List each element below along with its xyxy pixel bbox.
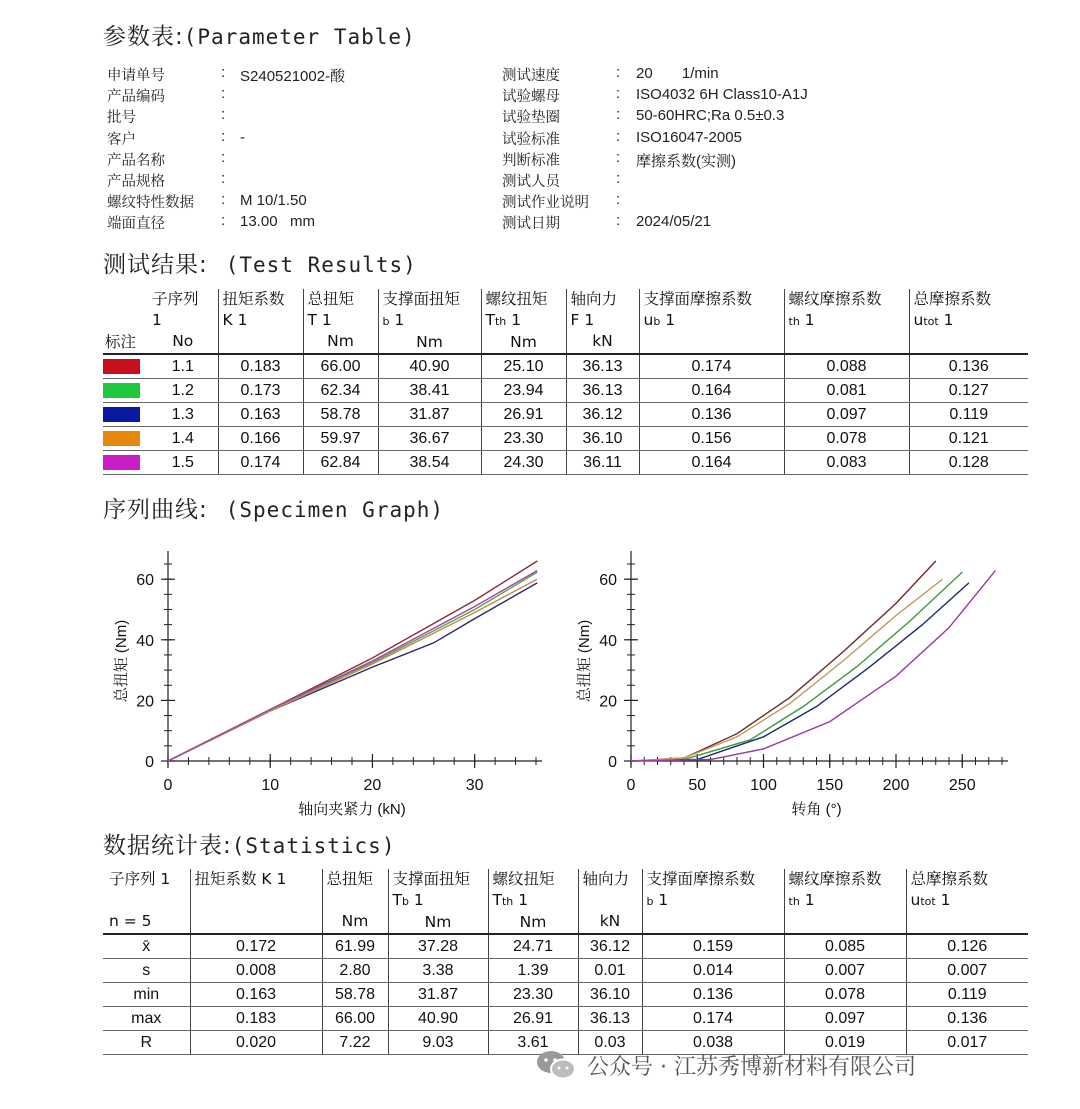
param-label: 螺纹特性数据 xyxy=(107,195,194,212)
results-cell: 58.78 xyxy=(303,403,378,427)
header-symbol: b 1 xyxy=(646,891,669,909)
results-column-header: 扭矩系数 K 1 xyxy=(218,289,303,354)
stats-column-header: 总扭矩 Nm xyxy=(322,869,388,934)
param-value: 摩擦系数(实测) xyxy=(636,152,736,170)
x-tick-label: 50 xyxy=(688,777,707,794)
param-colon: : xyxy=(221,85,226,103)
param-colon: : xyxy=(221,64,226,81)
stats-cell: 7.22 xyxy=(322,1031,388,1055)
results-cell: 23.94 xyxy=(481,379,566,403)
param-label: 端面直径 xyxy=(107,216,165,233)
param-label: 产品规格 xyxy=(107,174,165,190)
results-cell: 36.11 xyxy=(566,451,639,475)
x-tick-label: 100 xyxy=(750,777,777,794)
series-swatch-cell xyxy=(103,451,148,475)
wechat-icon xyxy=(535,1048,577,1082)
results-row xyxy=(103,379,1028,403)
param-colon: : xyxy=(221,191,226,209)
results-cell: 25.10 xyxy=(481,354,566,379)
param-colon: : xyxy=(616,170,621,187)
series-color-swatch xyxy=(103,455,140,470)
results-cell: 38.54 xyxy=(378,451,481,475)
param-value: 2024/05/21 xyxy=(636,213,712,231)
results-row xyxy=(103,354,1028,379)
x-tick-label: 250 xyxy=(948,777,976,794)
param-colon: : xyxy=(221,170,226,187)
param-colon: : xyxy=(221,106,226,124)
results-cell: 36.10 xyxy=(566,427,639,451)
results-cell: 0.127 xyxy=(909,379,1028,403)
results-table xyxy=(103,289,1028,475)
stats-cell: 61.99 xyxy=(322,934,388,959)
header-symbol: Tth 1 xyxy=(492,891,529,909)
header-symbol: ub 1 xyxy=(643,311,676,329)
series-line-1.4 xyxy=(631,579,942,761)
y-axis-label: 总扭矩 (Nm) xyxy=(576,619,593,703)
stats-cell: 40.90 xyxy=(388,1007,488,1031)
results-cell: 0.088 xyxy=(784,354,909,379)
param-value: S240521002-酸 xyxy=(240,68,346,85)
param-colon: : xyxy=(221,212,226,230)
param-label: 试验垫圈 xyxy=(502,110,560,127)
x-axis-label: 轴向夹紧力 (kN) xyxy=(298,801,406,818)
param-colon: : xyxy=(221,127,226,145)
stats-column-header: 扭矩系数 K 1 xyxy=(190,869,322,934)
series-swatch-cell xyxy=(103,403,148,427)
param-label: 判断标准 xyxy=(502,152,560,169)
stats-row xyxy=(103,934,1028,959)
stats-cell: 0.174 xyxy=(642,1007,784,1031)
stats-cell: 0.014 xyxy=(642,959,784,983)
stats-cell: 66.00 xyxy=(322,1007,388,1031)
param-label: 测试日期 xyxy=(502,216,560,233)
stats-cell: 0.007 xyxy=(784,959,906,983)
results-column-header: 总摩擦系数 utot 1 xyxy=(909,289,1028,354)
stats-cell: 0.020 xyxy=(190,1031,322,1055)
results-cell: 38.41 xyxy=(378,379,481,403)
stats-column-header: 支撑面扭矩 Tb 1 Nm xyxy=(388,869,488,934)
results-cell: 0.183 xyxy=(218,354,303,379)
x-tick-label: 20 xyxy=(363,777,382,794)
param-value: 50-60HRC;Ra 0.5±0.3 xyxy=(636,107,785,125)
series-color-swatch xyxy=(103,431,140,446)
y-tick-label: 20 xyxy=(136,693,154,711)
results-row xyxy=(103,427,1028,451)
x-tick-label: 10 xyxy=(261,777,280,794)
stats-cell: 58.78 xyxy=(322,983,388,1007)
stats-cell: 0.038 xyxy=(642,1031,784,1055)
x-tick-label: 0 xyxy=(626,777,636,794)
header-symbol: 1 xyxy=(152,311,162,329)
results-cell: 0.119 xyxy=(909,403,1028,427)
stats-column-header: 螺纹扭矩 Tth 1 Nm xyxy=(488,869,578,934)
results-column-header: 总扭矩 T 1 Nm xyxy=(303,289,378,354)
param-value: 20 1/min xyxy=(636,65,719,82)
header-symbol: K 1 xyxy=(222,311,248,329)
param-colon: : xyxy=(616,212,621,230)
stats-cell: 26.91 xyxy=(488,1007,578,1031)
stats-cell: 0.085 xyxy=(784,934,906,959)
results-column-header: 螺纹摩擦系数 th 1 xyxy=(784,289,909,354)
stats-cell: 0.019 xyxy=(784,1031,906,1055)
stats-cell: 37.28 xyxy=(388,934,488,959)
results-column-header: 螺纹扭矩 Tth 1 Nm xyxy=(481,289,566,354)
torque-vs-clamp-force-chart xyxy=(100,545,560,825)
param-colon: : xyxy=(221,148,226,166)
results-cell: 26.91 xyxy=(481,403,566,427)
param-value: ISO4032 6H Class10-A1J xyxy=(636,86,808,104)
param-colon: : xyxy=(616,127,621,145)
results-cell: 0.163 xyxy=(218,403,303,427)
stats-cell: 0.136 xyxy=(642,983,784,1007)
param-label: 产品名称 xyxy=(107,152,165,169)
series-color-swatch xyxy=(103,407,140,422)
stats-cell: 2.80 xyxy=(322,959,388,983)
results-column-header: 轴向力 F 1 kN xyxy=(566,289,639,354)
stats-cell: 0.159 xyxy=(642,934,784,959)
stats-row xyxy=(103,959,1028,983)
results-column-header: 支撑面扭矩 b 1 Nm xyxy=(378,289,481,354)
stats-cell: 0.03 xyxy=(578,1031,642,1055)
results-cell: 62.84 xyxy=(303,451,378,475)
results-row xyxy=(103,451,1028,475)
results-cell: 0.166 xyxy=(218,427,303,451)
statistics-table xyxy=(103,869,1028,1055)
header-symbol: b 1 xyxy=(382,311,405,329)
series-color-swatch xyxy=(103,359,140,374)
series-line-1.5 xyxy=(631,571,995,761)
stats-cell: 0.078 xyxy=(784,983,906,1007)
stats-cell: 36.10 xyxy=(578,983,642,1007)
param-label: 测试人员 xyxy=(502,174,560,190)
y-tick-label: 40 xyxy=(599,632,617,650)
param-label: 测试速度 xyxy=(502,68,560,84)
stats-cell: 3.61 xyxy=(488,1031,578,1055)
series-swatch-cell xyxy=(103,379,148,403)
results-cell: 40.90 xyxy=(378,354,481,379)
stats-cell: 0.163 xyxy=(190,983,322,1007)
results-cell: 0.156 xyxy=(639,427,784,451)
results-cell: 31.87 xyxy=(378,403,481,427)
y-tick-label: 60 xyxy=(599,572,617,590)
results-cell: 0.164 xyxy=(639,379,784,403)
header-symbol: Tb 1 xyxy=(392,891,424,909)
stats-row xyxy=(103,983,1028,1007)
x-tick-label: 0 xyxy=(163,777,173,794)
watermark-text: 公众号 · 江苏秀博新材料有限公司 xyxy=(587,1054,916,1080)
y-tick-label: 20 xyxy=(599,693,617,711)
param-label: 产品编码 xyxy=(107,89,165,106)
stats-cell: 31.87 xyxy=(388,983,488,1007)
param-label: 申请单号 xyxy=(107,68,165,84)
results-cell: 0.164 xyxy=(639,451,784,475)
stats-row-label: max xyxy=(103,1007,190,1031)
stats-cell: 36.13 xyxy=(578,1007,642,1031)
results-cell: 1.2 xyxy=(148,379,218,403)
stats-section-title: 数据统计表:(Statistics) xyxy=(103,833,396,859)
stats-row xyxy=(103,1007,1028,1031)
results-section-title: 测试结果: (Test Results) xyxy=(103,252,417,278)
results-cell: 59.97 xyxy=(303,427,378,451)
series-color-swatch xyxy=(103,383,140,398)
stats-column-header: 螺纹摩擦系数 th 1 xyxy=(784,869,906,934)
stats-cell: 0.017 xyxy=(906,1031,1028,1055)
param-value: ISO16047-2005 xyxy=(636,128,742,146)
header-symbol: Tth 1 xyxy=(485,311,522,329)
header-symbol: th 1 xyxy=(788,891,815,909)
results-cell: 0.174 xyxy=(218,451,303,475)
stats-row-label: x̄ xyxy=(103,934,190,959)
results-cell: 1.3 xyxy=(148,403,218,427)
results-cell: 1.4 xyxy=(148,427,218,451)
header-symbol: T 1 xyxy=(307,311,332,329)
mark-column-header: 标注 xyxy=(103,289,148,354)
results-cell: 62.34 xyxy=(303,379,378,403)
x-tick-label: 30 xyxy=(465,777,484,794)
param-label: 批号 xyxy=(107,110,136,127)
stats-cell: 24.71 xyxy=(488,934,578,959)
param-colon: : xyxy=(616,106,621,124)
results-column-header: 支撑面摩擦系数 ub 1 xyxy=(639,289,784,354)
results-cell: 0.128 xyxy=(909,451,1028,475)
y-axis-label: 总扭矩 (Nm) xyxy=(113,619,130,703)
y-tick-label: 0 xyxy=(145,754,154,771)
x-tick-label: 200 xyxy=(882,777,910,794)
stats-column-header: 支撑面摩擦系数 b 1 xyxy=(642,869,784,934)
param-label: 测试作业说明 xyxy=(502,195,589,212)
header-symbol: th 1 xyxy=(788,311,815,329)
stats-cell: 0.172 xyxy=(190,934,322,959)
series-line-1.2 xyxy=(631,572,962,761)
header-symbol: utot 1 xyxy=(913,311,954,329)
graph-section-title: 序列曲线: (Specimen Graph) xyxy=(103,497,445,523)
y-tick-label: 60 xyxy=(136,572,154,590)
stats-cell: 0.126 xyxy=(906,934,1028,959)
param-colon: : xyxy=(616,191,621,209)
results-cell: 0.136 xyxy=(909,354,1028,379)
y-tick-label: 40 xyxy=(136,632,154,650)
stats-cell: 0.01 xyxy=(578,959,642,983)
param-colon: : xyxy=(616,64,621,81)
param-colon: : xyxy=(616,148,621,166)
stats-cell: 36.12 xyxy=(578,934,642,959)
results-cell: 0.078 xyxy=(784,427,909,451)
stats-cell: 0.008 xyxy=(190,959,322,983)
stats-cell: 0.007 xyxy=(906,959,1028,983)
stats-row-label: R xyxy=(103,1031,190,1055)
stats-column-header: 总摩擦系数 utot 1 xyxy=(906,869,1028,934)
results-cell: 1.5 xyxy=(148,451,218,475)
param-label: 试验标准 xyxy=(502,131,560,148)
results-column-header: 子序列 1 No xyxy=(148,289,218,354)
stats-cell: 0.119 xyxy=(906,983,1028,1007)
results-cell: 0.081 xyxy=(784,379,909,403)
header-symbol: utot 1 xyxy=(910,891,951,909)
stats-cell: 9.03 xyxy=(388,1031,488,1055)
stats-row-label: min xyxy=(103,983,190,1007)
series-line-1.5 xyxy=(168,571,537,761)
param-label: 试验螺母 xyxy=(502,89,560,106)
results-row xyxy=(103,403,1028,427)
y-tick-label: 0 xyxy=(608,754,617,771)
header-symbol: F 1 xyxy=(570,311,595,329)
stats-cell: 3.38 xyxy=(388,959,488,983)
param-colon: : xyxy=(616,85,621,103)
stats-cell: 0.136 xyxy=(906,1007,1028,1031)
results-cell: 36.13 xyxy=(566,354,639,379)
series-swatch-cell xyxy=(103,427,148,451)
results-cell: 1.1 xyxy=(148,354,218,379)
results-cell: 0.097 xyxy=(784,403,909,427)
stats-column-header: 子序列 1 n = 5 xyxy=(103,869,190,934)
param-value: - xyxy=(240,128,245,146)
stats-row-label: s xyxy=(103,959,190,983)
results-cell: 0.121 xyxy=(909,427,1028,451)
params-section-title: 参数表:(Parameter Table) xyxy=(103,24,416,50)
torque-vs-angle-chart xyxy=(570,545,1030,825)
results-cell: 23.30 xyxy=(481,427,566,451)
results-cell: 0.174 xyxy=(639,354,784,379)
watermark xyxy=(535,1048,916,1082)
results-cell: 24.30 xyxy=(481,451,566,475)
x-tick-label: 150 xyxy=(816,777,844,794)
stats-column-header: 轴向力 kN xyxy=(578,869,642,934)
series-swatch-cell xyxy=(103,354,148,379)
results-cell: 36.67 xyxy=(378,427,481,451)
series-line-1.1 xyxy=(631,561,936,761)
results-cell: 66.00 xyxy=(303,354,378,379)
stats-cell: 0.183 xyxy=(190,1007,322,1031)
series-line-1.1 xyxy=(168,561,537,761)
param-value: M 10/1.50 xyxy=(240,192,307,210)
param-label: 客户 xyxy=(107,131,136,148)
results-cell: 0.136 xyxy=(639,403,784,427)
results-cell: 36.13 xyxy=(566,379,639,403)
stats-cell: 0.097 xyxy=(784,1007,906,1031)
results-cell: 0.173 xyxy=(218,379,303,403)
stats-cell: 1.39 xyxy=(488,959,578,983)
stats-cell: 23.30 xyxy=(488,983,578,1007)
results-cell: 36.12 xyxy=(566,403,639,427)
x-axis-label: 转角 (°) xyxy=(791,801,842,818)
results-cell: 0.083 xyxy=(784,451,909,475)
param-value: 13.00 mm xyxy=(240,213,316,231)
